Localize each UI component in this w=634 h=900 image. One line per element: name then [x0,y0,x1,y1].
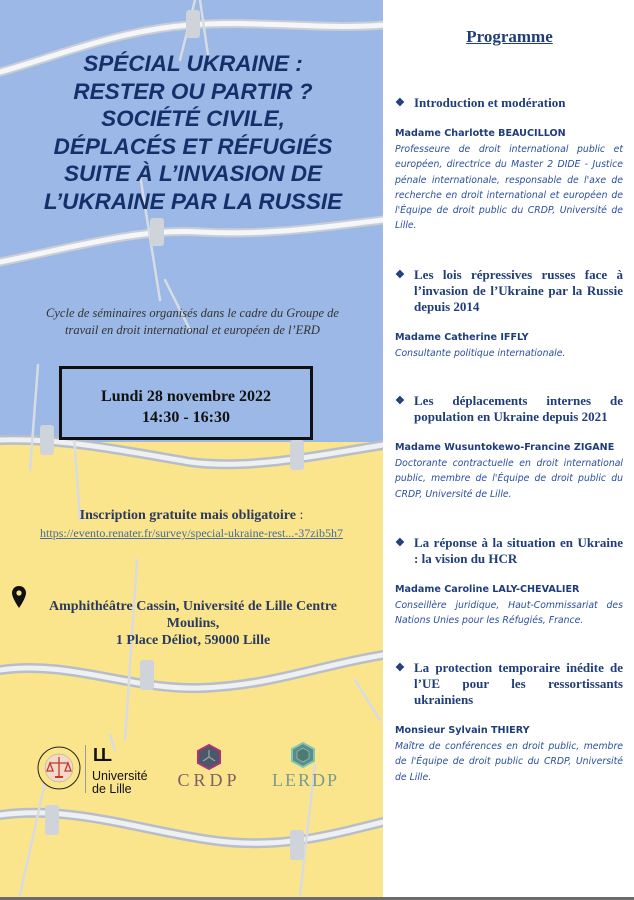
wire-coil [40,425,54,455]
wire-coil [45,805,59,835]
address-line: Amphithéâtre Cassin, Université de Lille Centre [48,599,337,614]
speaker-name: Madame Charlotte BEAUCILLON [395,128,566,139]
barb [355,680,380,720]
title-line: SOCIÉTÉ CIVILE, [101,106,285,131]
diamond-bullet-icon: ❖ [395,97,405,109]
programme-heading: Programme [466,27,553,46]
speaker-description: Doctorante contractuelle en droit international public, membre de l'Équipe de droit public du CRDP, Université de Lille. [395,458,623,500]
event-date-box [59,366,313,440]
title-line: L’UKRAINE PAR LA RUSSIE [43,188,343,214]
programme-topic [395,535,623,567]
wire-coil [290,830,304,860]
wire-coil [150,218,164,246]
topic-title: Introduction et modération [414,95,566,110]
venue-address [28,598,358,649]
programme-panel [385,0,634,897]
lerdp-logo-text: LERDP [272,770,340,790]
barbed-wire-strand [0,220,383,262]
university-lille-mark: LL [93,745,109,765]
barb [125,560,137,740]
address-line: Moulins, [166,616,220,631]
speaker-name: Madame Wusuntokewo-Francine ZIGANE [395,442,615,453]
programme-topic [395,393,623,425]
topic-title: Les lois répressives russes face à l’invasion de l’Ukraine par la Russie depuis 2014 [414,267,623,314]
title-line: RESTER OU PARTIR ? [73,78,313,104]
registration-link[interactable]: https://evento.renater.fr/survey/special-ukraine-rest...-37zib5h7 [40,526,343,540]
wire-coil [186,10,200,38]
registration-heading [0,508,383,524]
logo-divider [85,745,86,793]
subtitle-line: travail en droit international et européen de l’ERD [65,323,320,337]
registration-label: Inscription gratuite mais obligatoire [79,508,296,523]
diamond-bullet-icon: ❖ [395,537,405,549]
wire-coil [290,440,304,470]
barb [110,735,115,750]
speaker-name: Madame Catherine IFFLY [395,332,529,343]
wire-coil [140,660,154,690]
speaker-name: Monsieur Sylvain THIERY [395,725,530,736]
seminar-subtitle [10,305,375,339]
poster-title [8,50,378,215]
subtitle-line: Cycle de séminaires organisés dans le cadre du Groupe de [46,306,339,320]
address-line: 1 Place Déliot, 59000 Lille [115,633,271,648]
barb [30,365,38,470]
barbed-wire-strand [0,440,383,464]
programme-topic [395,95,623,111]
registration-colon: : [295,508,304,523]
university-name-line: de Lille [92,782,132,796]
topic-title: Les déplacements internes de population en Ukraine depuis 2021 [414,393,623,424]
programme-topic [395,267,623,315]
event-time: 14:30 - 16:30 [142,409,230,426]
topic-title: La réponse à la situation en Ukraine : la vision du HCR [414,535,623,566]
faculty-seal-logo [36,745,82,791]
speaker-description: Maître de conférences en droit public, membre de l'Équipe de droit public du CRDP, Université de Lille. [395,741,623,783]
diamond-bullet-icon: ❖ [395,269,405,281]
crdp-logo-text: CRDP [177,770,241,790]
event-date: Lundi 28 novembre 2022 [101,388,271,405]
programme-topic [395,660,623,708]
diamond-bullet-icon: ❖ [395,395,405,407]
speaker-description: Consultante politique internationale. [395,348,566,359]
title-line: DÉPLACÉS ET RÉFUGIÉS [53,133,333,159]
speaker-description: Professeure de droit international public et européen, directrice du Master 2 DIDE - Justice pénale internationale, responsable de l'axe de recherche en droit international et européen de l'Équipe de droit public du CRDP, Université de Lille. [395,144,623,232]
topic-title: La protection temporaire inédite de l’UE pour les ressortissants ukrainiens [414,660,623,707]
speaker-name: Madame Caroline LALY-CHEVALIER [395,584,580,595]
map-pin-icon [12,586,26,608]
diamond-bullet-icon: ❖ [395,662,405,674]
speaker-description: Conseillère juridique, Haut-Commissariat des Nations Unies pour les Réfugiés, France. [395,600,623,627]
lerdp-hexagon-logo [291,742,315,768]
title-line: SUITE À L’INVASION DE [64,161,322,186]
title-line: SPÉCIAL UKRAINE : [83,51,303,76]
crdp-hexagon-logo [197,744,221,770]
university-lille-name [92,770,148,796]
university-name-line: Université [92,769,148,783]
